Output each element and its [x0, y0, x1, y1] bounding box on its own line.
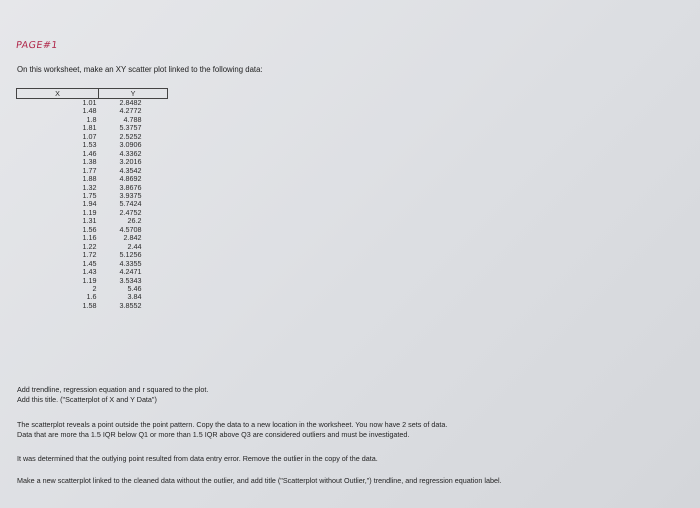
cell-x: 1.46 — [82, 148, 97, 158]
cell-x: 1.45 — [82, 258, 97, 268]
cell-y: 3.8676 — [119, 182, 142, 192]
xy-data-table — [16, 88, 168, 310]
cell-x: 1.53 — [82, 140, 97, 150]
cell-y: 4.2471 — [119, 267, 142, 277]
column-header-y: Y — [99, 89, 168, 99]
cell-y: 2.4752 — [119, 207, 142, 217]
cell-y: 5.46 — [127, 283, 142, 293]
cell-x: 1.6 — [86, 292, 97, 302]
cell-x: 1.19 — [82, 207, 97, 217]
cell-y: 4.2772 — [119, 106, 142, 116]
cell-x: 1.81 — [82, 123, 97, 133]
cell-y: 3.5343 — [119, 275, 142, 285]
cell-x: 1.8 — [86, 114, 97, 124]
cell-y: 2.5252 — [119, 131, 142, 141]
worksheet-heading: On this worksheet, make an XY scatter plot linked to the following data: — [17, 65, 263, 74]
cell-x: 1.77 — [82, 165, 97, 175]
cell-y: 26.2 — [127, 216, 142, 226]
cell-x: 1.94 — [82, 199, 97, 209]
cell-y: 2.8482 — [119, 98, 142, 107]
cell-y: 3.8552 — [119, 300, 142, 310]
instruction-outlier-line1: The scatterplot reveals a point outside the point pattern. Copy the data to a new location in the worksheet. You now have 2 sets of data. — [17, 420, 448, 429]
instruction-remove-outlier: It was determined that the outlying point resulted from data entry error. Remove the outlier in the copy of the data. — [17, 454, 378, 463]
instruction-trendline — [17, 385, 208, 404]
cell-x: 1.72 — [82, 250, 97, 260]
cell-x: 1.48 — [82, 106, 97, 116]
cell-x: 1.56 — [82, 224, 97, 234]
cell-y: 5.1256 — [119, 250, 142, 260]
page-label-handwritten: PAGE#1 — [15, 40, 59, 51]
cell-y: 2.842 — [123, 233, 142, 243]
table-row — [17, 302, 168, 310]
column-header-x: X — [17, 89, 99, 99]
cell-y: 4.5708 — [119, 224, 142, 234]
cell-y: 4.788 — [123, 114, 142, 124]
cell-x: 1.43 — [82, 267, 97, 277]
table-body — [17, 99, 168, 311]
instruction-new-scatterplot: Make a new scatterplot linked to the cleaned data without the outlier, and add title ("Scatterplot without Outlier,") trendline, and regression equation label. — [17, 476, 502, 485]
cell-x: 1.01 — [82, 98, 97, 107]
cell-x: 1.75 — [82, 190, 97, 200]
instruction-trendline-line1: Add trendline, regression equation and r squared to the plot. — [17, 385, 209, 394]
cell-y: 4.8692 — [119, 174, 142, 184]
cell-x: 1.88 — [82, 174, 97, 184]
instruction-title-line: Add this title. ("Scatterplot of X and Y Data") — [17, 394, 157, 404]
cell-y: 5.7424 — [119, 199, 142, 209]
cell-x: 2 — [92, 283, 97, 293]
cell-y: 5.3757 — [119, 123, 142, 133]
cell-x: 1.16 — [82, 233, 97, 243]
cell-y: 3.84 — [127, 292, 142, 302]
cell-y: 4.3362 — [119, 148, 142, 158]
cell-x: 1.38 — [82, 157, 97, 167]
cell-y: 2.44 — [127, 241, 142, 251]
cell-x: 1.07 — [82, 131, 97, 141]
cell-y: 3.0906 — [119, 140, 142, 150]
cell-y: 3.2016 — [119, 157, 142, 167]
cell-x: 1.31 — [82, 216, 97, 226]
cell-y: 3.9375 — [119, 190, 142, 200]
cell-y: 4.3355 — [119, 258, 142, 268]
cell-x: 1.19 — [82, 275, 97, 285]
cell-x: 1.32 — [82, 182, 97, 192]
instruction-outlier-copy — [17, 420, 447, 439]
cell-y: 4.3542 — [119, 165, 142, 175]
cell-x: 1.58 — [82, 300, 97, 310]
cell-x: 1.22 — [82, 241, 97, 251]
table-row — [17, 277, 168, 285]
instruction-outlier-line2: Data that are more tha 1.5 IQR below Q1 or more than 1.5 IQR above Q3 are considered outliers and must be investigated. — [17, 429, 410, 439]
